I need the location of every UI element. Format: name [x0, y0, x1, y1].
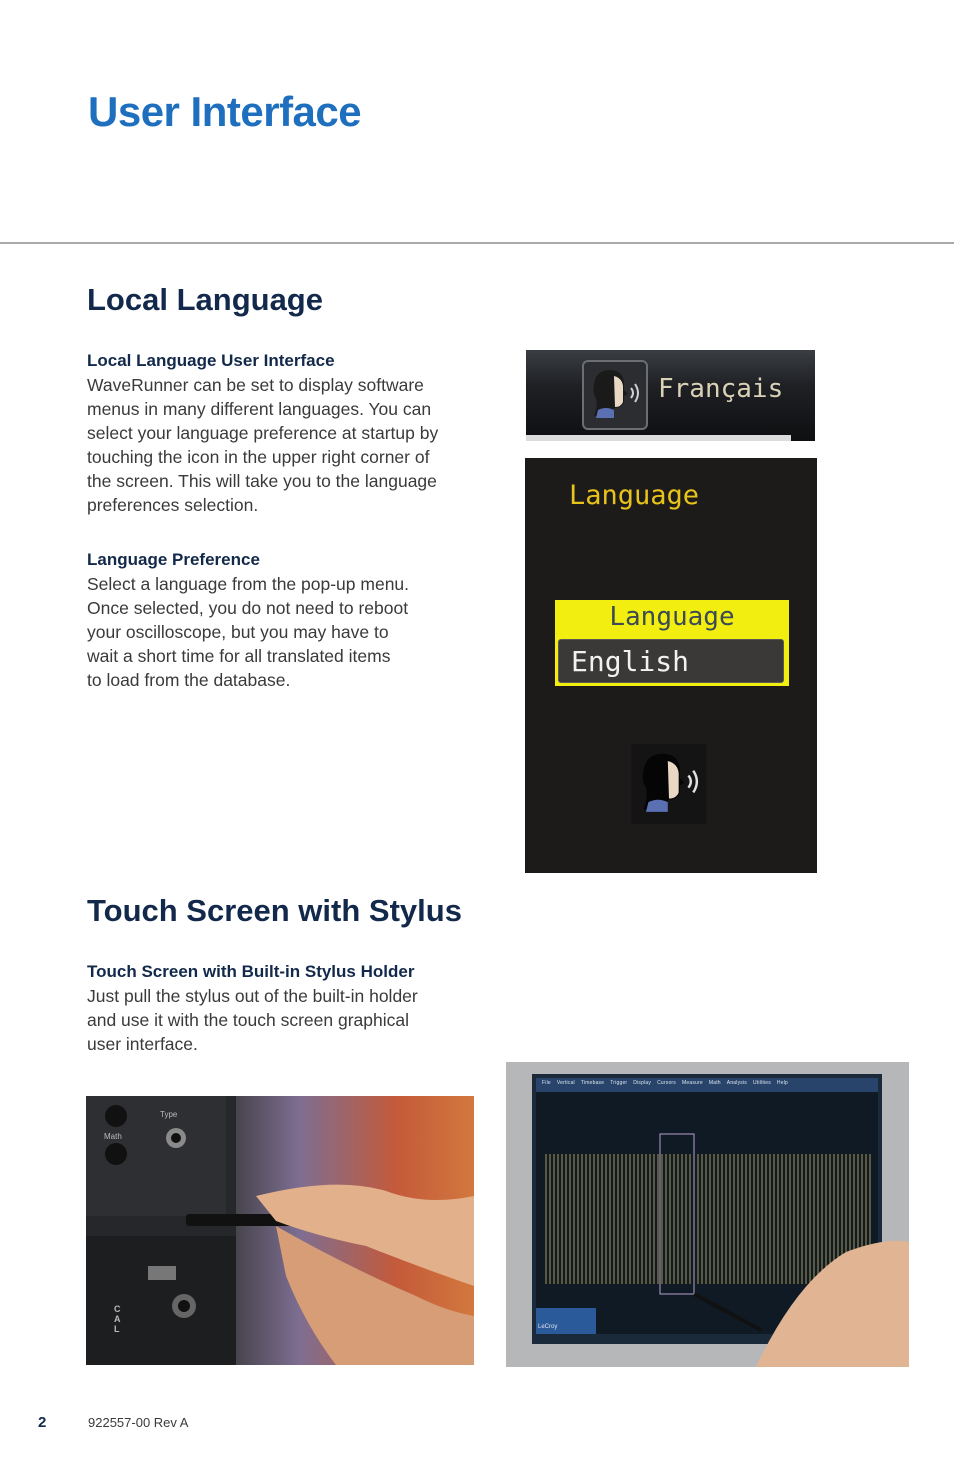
touch-screen-photo	[506, 1062, 909, 1367]
speaking-head-icon	[629, 744, 709, 824]
scope-menu-item[interactable]: Help	[776, 1080, 789, 1086]
scope-menu-item[interactable]: Display	[633, 1080, 652, 1086]
page-title: User Interface	[88, 88, 362, 135]
scope-menu-item[interactable]: Timebase	[580, 1080, 605, 1086]
language-dropdown-label: Language	[609, 602, 735, 632]
local-language-ui-subheading: Local Language User Interface	[87, 351, 335, 370]
language-menu-screenshot	[525, 458, 817, 873]
stylus-holder-body: Just pull the stylus out of the built-in holder and use it with the touch screen graphical user interface.	[87, 986, 418, 1054]
cal-label: C A L	[114, 1304, 121, 1334]
scope-menu-item[interactable]: Math	[708, 1080, 721, 1086]
math-label: Math	[104, 1132, 122, 1141]
language-bar-screenshot	[526, 350, 815, 441]
scope-menu-item[interactable]: Vertical	[556, 1080, 575, 1086]
language-menu-heading: Language	[569, 480, 700, 511]
scope-menu-bar	[542, 1080, 794, 1086]
stylus-holder-photo	[86, 1096, 474, 1365]
oscilloscope-screen	[506, 1062, 909, 1367]
touch-screen-heading: Touch Screen with Stylus	[87, 893, 462, 928]
language-icon-button[interactable]	[629, 744, 709, 824]
scope-brand-label: LeCroy	[538, 1324, 558, 1330]
speaking-head-icon	[584, 362, 646, 428]
document-id: 922557-00 Rev A	[88, 1415, 189, 1430]
scope-menu-item[interactable]: Cursors	[657, 1080, 676, 1086]
language-dropdown-value[interactable]: English	[558, 639, 784, 683]
local-language-ui-body: WaveRunner can be set to display software menus in many different languages. You can select your language preference at startup by touching the icon in the upper right corner of the screen. This will take you to the language preferences selection.	[87, 375, 439, 515]
current-language-label: Français	[658, 374, 784, 404]
language-preference-subheading: Language Preference	[87, 550, 260, 569]
scope-menu-item[interactable]: Analysis	[726, 1080, 747, 1086]
scope-menu-item[interactable]: Trigger	[610, 1080, 628, 1086]
language-dropdown[interactable]	[555, 600, 789, 686]
page-number: 2	[38, 1414, 47, 1431]
stylus-holder-subheading: Touch Screen with Built-in Stylus Holder	[87, 962, 415, 981]
scope-menu-item[interactable]: Utilities	[753, 1080, 771, 1086]
screen-border	[526, 435, 791, 441]
local-language-heading: Local Language	[87, 282, 323, 317]
section-divider	[0, 242, 954, 244]
scope-menu-item[interactable]: File	[542, 1080, 551, 1086]
language-icon-button[interactable]	[582, 360, 648, 430]
scope-menu-item[interactable]: Measure	[682, 1080, 703, 1086]
type-label: Type	[160, 1110, 178, 1119]
language-preference-body: Select a language from the pop-up menu. Once selected, you do not need to reboot your oscilloscope, but you may have to wait a short time for all translated items to load from the database.	[87, 574, 410, 690]
